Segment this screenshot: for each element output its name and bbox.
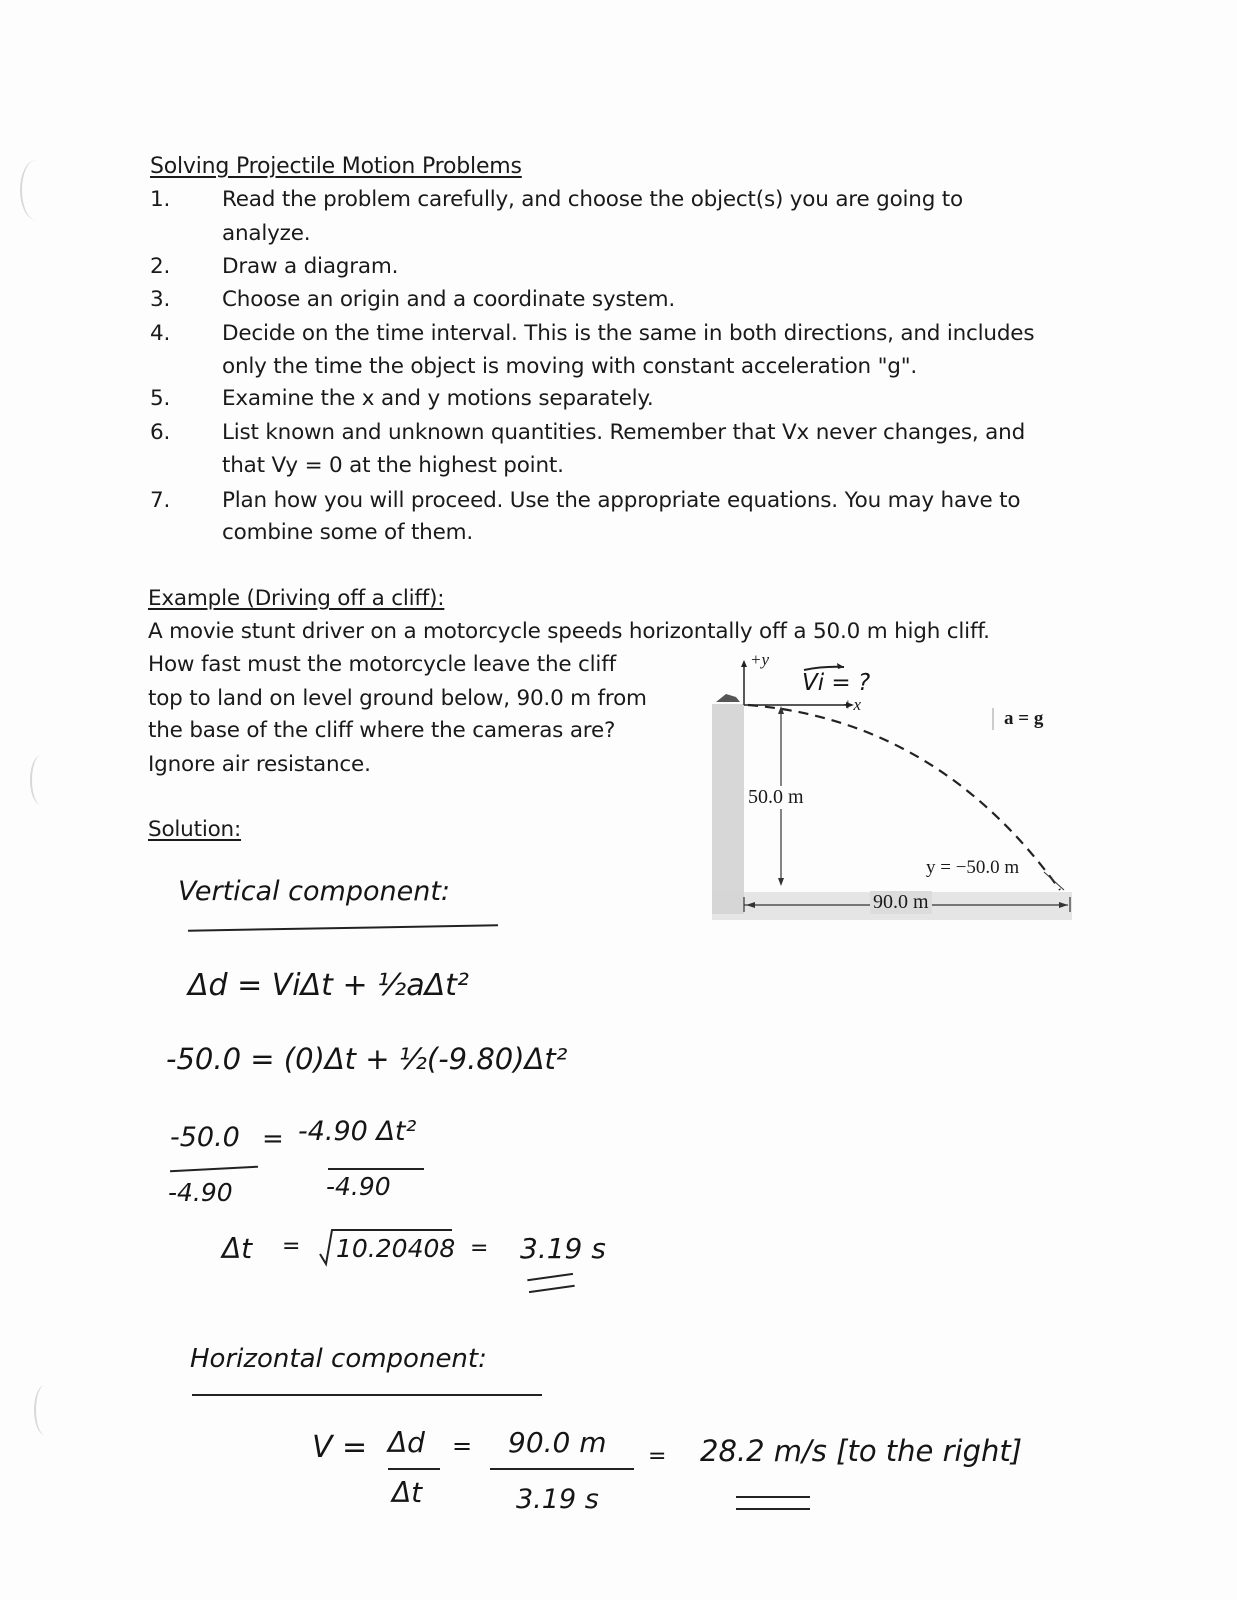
acceleration-label: a = g: [1004, 708, 1044, 729]
distance-value: 90.0 m: [508, 1426, 607, 1459]
equals-sign: =: [648, 1444, 667, 1469]
result-double-underline: [736, 1496, 810, 1510]
step-text: Read the problem carefully, and choose the object(s) you are going to: [222, 187, 963, 212]
handwritten-underline: [192, 1394, 542, 1396]
time-result: 3.19 s: [520, 1232, 606, 1265]
result-double-underline: [527, 1273, 575, 1293]
step-text: combine some of them.: [222, 520, 474, 545]
fraction-denominator: Δt: [392, 1476, 423, 1509]
example-heading: Example (Driving off a cliff):: [148, 586, 445, 611]
example-text: the base of the cliff where the cameras are?: [148, 718, 616, 743]
final-y-label: y = −50.0 m: [926, 857, 1020, 878]
range-label: 90.0 m: [870, 891, 932, 914]
plus-x-label: +x: [842, 695, 862, 714]
fraction-bar: [170, 1166, 258, 1173]
example-text: A movie stunt driver on a motorcycle speeds horizontally off a 50.0 m high cliff.: [148, 619, 990, 644]
example-text: Ignore air resistance.: [148, 752, 371, 777]
equals-sign: =: [452, 1432, 473, 1460]
step-text: analyze.: [222, 221, 311, 246]
divisor-right: -4.90: [326, 1172, 391, 1201]
cliff-diagram: [708, 650, 1088, 925]
equals-sign: =: [470, 1236, 489, 1261]
example-text: How fast must the motorcycle leave the cliff: [148, 652, 616, 677]
step-text: only the time the object is moving with constant acceleration "g".: [222, 354, 918, 379]
step-number: 2.: [150, 254, 171, 279]
step-number: 5.: [150, 386, 171, 411]
example-text: top to land on level ground below, 90.0 m from: [148, 686, 647, 711]
scan-artifact: [30, 755, 52, 805]
velocity-symbol: V =: [312, 1430, 368, 1465]
equation-displacement: Δd = ViΔt + ½aΔt²: [188, 968, 469, 1003]
step-text: Draw a diagram.: [222, 254, 399, 279]
fraction-bar: [490, 1468, 634, 1470]
fraction-bar: [388, 1468, 440, 1470]
step-text: Decide on the time interval. This is the same in both directions, and includes: [222, 321, 1035, 346]
step-number: 6.: [150, 420, 171, 445]
initial-velocity-label: Vi = ?: [802, 670, 871, 696]
scan-artifact: [34, 1385, 56, 1435]
vertical-heading: Vertical component:: [178, 876, 451, 907]
time-value: 3.19 s: [516, 1484, 599, 1515]
horizontal-heading: Horizontal component:: [190, 1344, 487, 1374]
handwritten-underline: [188, 924, 498, 931]
sqrt-value: 10.20408: [336, 1234, 456, 1263]
step-text: Examine the x and y motions separately.: [222, 386, 654, 411]
step-text: that Vy = 0 at the highest point.: [222, 453, 564, 478]
divisor-left: -4.90: [168, 1178, 233, 1207]
step-text: List known and unknown quantities. Remember that Vx never changes, and: [222, 420, 1026, 445]
step-number: 4.: [150, 321, 171, 346]
time-symbol: Δt: [222, 1232, 253, 1265]
fraction-bar: [328, 1168, 424, 1170]
step-text: Plan how you will proceed. Use the appropriate equations. You may have to: [222, 488, 1021, 513]
scan-artifact: [20, 160, 52, 220]
height-label: 50.0 m: [748, 786, 804, 808]
page-title: Solving Projectile Motion Problems: [150, 154, 522, 179]
fraction-numerator: Δd: [388, 1426, 425, 1459]
step-number: 3.: [150, 287, 171, 312]
velocity-result: 28.2 m/s [to the right]: [700, 1434, 1023, 1468]
equation-substituted: -50.0 = (0)Δt + ½(-9.80)Δt²: [166, 1042, 568, 1076]
equation-simplified-left: -50.0: [170, 1122, 240, 1153]
equals-sign: =: [282, 1234, 301, 1259]
step-number: 1.: [150, 187, 171, 212]
step-number: 7.: [150, 488, 171, 513]
plus-y-label: +y: [750, 650, 770, 669]
solution-heading: Solution:: [148, 817, 242, 842]
step-text: Choose an origin and a coordinate system.: [222, 287, 676, 312]
equation-simplified-right: -4.90 Δt²: [298, 1116, 417, 1147]
equals-sign: =: [262, 1124, 284, 1154]
